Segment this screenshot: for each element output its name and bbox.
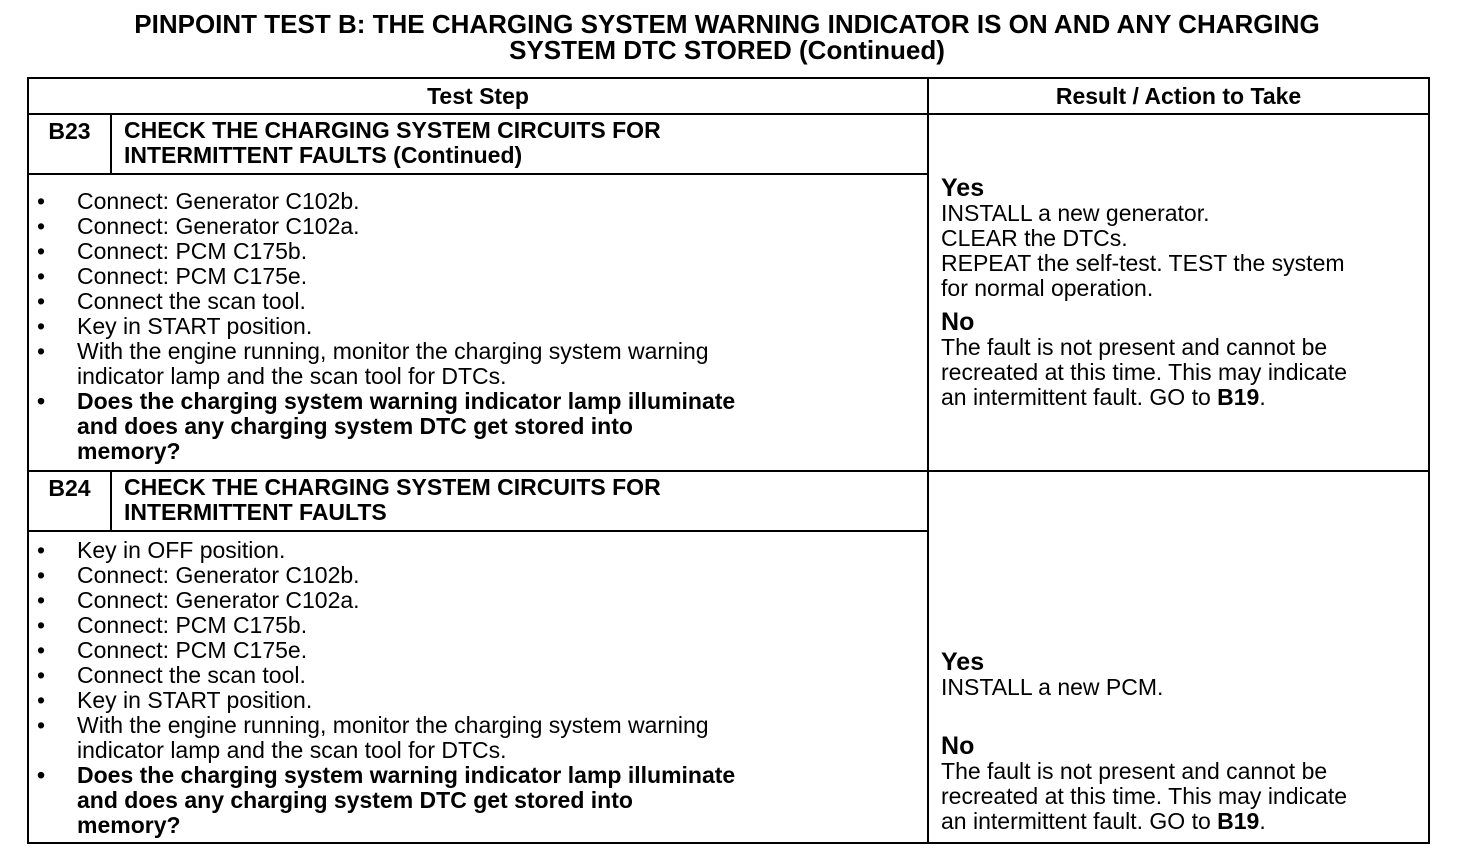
list-item — [29, 713, 927, 763]
list-item — [29, 613, 927, 638]
result-b23 — [928, 114, 1429, 471]
list-item — [29, 688, 927, 713]
bullet-icon: • — [37, 562, 46, 588]
list-item-text: Connect: Generator C102a. — [77, 213, 360, 239]
list-item — [29, 214, 927, 239]
bullet-icon: • — [37, 188, 46, 214]
list-item — [29, 289, 927, 314]
result-b23-yes-line: INSTALL a new generator. — [941, 200, 1210, 226]
result-b23-no-line: recreated at this time. This may indicate — [941, 359, 1348, 385]
result-b24-no-label: No — [941, 732, 975, 760]
list-item-text: Connect: PCM C175e. — [77, 263, 308, 289]
list-item-text: With the engine running, monitor the charging system warning — [77, 338, 709, 364]
list-item-text: Connect: Generator C102b. — [77, 188, 360, 214]
bullet-icon: • — [37, 288, 46, 314]
bullet-icon: • — [37, 213, 46, 239]
list-item — [29, 563, 927, 588]
page-title-line-1: PINPOINT TEST B: THE CHARGING SYSTEM WARNING INDICATOR IS ON AND ANY CHARGING — [134, 9, 1320, 39]
result-b23-no-text: an intermittent fault. GO to — [941, 384, 1218, 410]
bullet-icon: • — [37, 662, 46, 688]
result-b24 — [928, 471, 1429, 843]
bullet-icon: • — [37, 687, 46, 713]
step-title-b24-line-1: CHECK THE CHARGING SYSTEM CIRCUITS FOR — [124, 474, 661, 500]
list-item-question — [29, 763, 927, 838]
list-item — [29, 264, 927, 289]
list-item — [29, 663, 927, 688]
result-b23-no-line — [941, 385, 1416, 410]
result-b23-yes-line: REPEAT the self-test. TEST the system — [941, 250, 1345, 276]
result-b24-yes-line: INSTALL a new PCM. — [941, 674, 1164, 700]
list-item-text: indicator lamp and the scan tool for DTCs. — [77, 737, 507, 763]
list-item-text: Connect: PCM C175b. — [77, 238, 308, 264]
list-item-text: With the engine running, monitor the charging system warning — [77, 712, 709, 738]
bullet-icon: • — [37, 537, 46, 563]
step-b24-title-row — [28, 471, 1429, 531]
pinpoint-test-table — [27, 77, 1430, 844]
result-b23-yes-line: CLEAR the DTCs. — [941, 225, 1128, 251]
header-result: Result / Action to Take — [928, 78, 1429, 114]
list-item-text: Key in START position. — [77, 687, 313, 713]
list-item-text: Connect: PCM C175b. — [77, 612, 308, 638]
result-b23-yes-label: Yes — [941, 174, 985, 202]
step-title-b23-line-2: INTERMITTENT FAULTS (Continued) — [124, 142, 523, 168]
list-item-text: Connect the scan tool. — [77, 662, 306, 688]
question-text: and does any charging system DTC get stored into — [77, 787, 633, 813]
question-text: Does the charging system warning indicator lamp illuminate — [77, 762, 736, 788]
question-text: memory? — [77, 438, 181, 464]
result-b24-no-text: an intermittent fault. GO to — [941, 808, 1218, 834]
list-item — [29, 239, 927, 264]
step-id-b24: B24 — [28, 471, 111, 531]
step-body-b24 — [28, 531, 928, 843]
step-b24-list — [29, 538, 927, 838]
result-b24-period: . — [1259, 808, 1266, 834]
bullet-icon: • — [37, 762, 46, 788]
result-b24-yes-label: Yes — [941, 648, 985, 676]
result-b23-goto-step: B19 — [1217, 384, 1260, 410]
bullet-icon: • — [37, 313, 46, 339]
list-item-text: Key in OFF position. — [77, 537, 286, 563]
step-title-b24-line-2: INTERMITTENT FAULTS — [124, 499, 387, 525]
list-item-text: Connect: Generator C102a. — [77, 587, 360, 613]
list-item-text: Connect: Generator C102b. — [77, 562, 360, 588]
result-b23-yes-line: for normal operation. — [941, 275, 1154, 301]
bullet-icon: • — [37, 612, 46, 638]
result-b24-goto-step: B19 — [1217, 808, 1260, 834]
bullet-icon: • — [37, 338, 46, 364]
list-item — [29, 314, 927, 339]
list-item-question — [29, 389, 927, 464]
page-title — [0, 11, 1454, 63]
step-title-b23-line-1: CHECK THE CHARGING SYSTEM CIRCUITS FOR — [124, 117, 661, 143]
list-item — [29, 339, 927, 389]
step-body-b23 — [28, 174, 928, 471]
list-item — [29, 638, 927, 663]
list-item-text: Connect the scan tool. — [77, 288, 306, 314]
question-text: memory? — [77, 812, 181, 838]
step-title-b24 — [111, 471, 928, 531]
page-title-line-2: SYSTEM DTC STORED (Continued) — [509, 35, 945, 65]
bullet-icon: • — [37, 263, 46, 289]
spacer — [941, 700, 1416, 725]
result-b23-no-label: No — [941, 308, 975, 336]
result-b24-no-line: The fault is not present and cannot be — [941, 758, 1328, 784]
question-text: Does the charging system warning indicator lamp illuminate — [77, 388, 736, 414]
result-b23-no-line: The fault is not present and cannot be — [941, 334, 1328, 360]
list-item — [29, 588, 927, 613]
step-b23-list — [29, 189, 927, 464]
bullet-icon: • — [37, 388, 46, 414]
step-b23-title-row — [28, 114, 1429, 174]
result-b24-no-line — [941, 809, 1416, 834]
result-b24-no-line: recreated at this time. This may indicate — [941, 783, 1348, 809]
step-id-b23: B23 — [28, 114, 111, 174]
list-item-text: Connect: PCM C175e. — [77, 637, 308, 663]
bullet-icon: • — [37, 637, 46, 663]
bullet-icon: • — [37, 238, 46, 264]
header-row — [28, 78, 1429, 114]
list-item — [29, 189, 927, 214]
question-text: and does any charging system DTC get stored into — [77, 413, 633, 439]
bullet-icon: • — [37, 712, 46, 738]
list-item — [29, 538, 927, 563]
step-title-b23 — [111, 114, 928, 174]
result-b23-period: . — [1259, 384, 1266, 410]
header-test-step: Test Step — [28, 78, 928, 114]
list-item-text: Key in START position. — [77, 313, 313, 339]
list-item-text: indicator lamp and the scan tool for DTCs. — [77, 363, 507, 389]
bullet-icon: • — [37, 587, 46, 613]
